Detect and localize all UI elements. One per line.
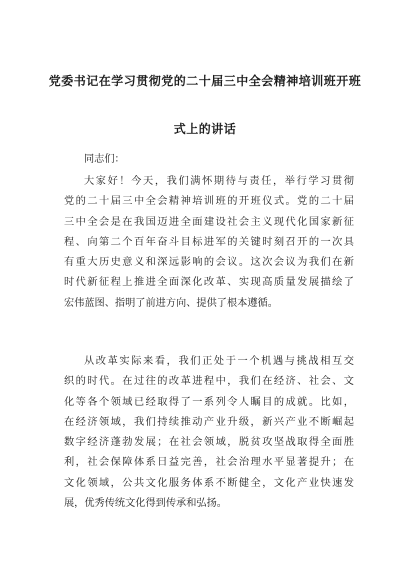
document-title-line-1: 党委书记在学习贯彻党的二十届三中全会精神培训班开班 (48, 74, 362, 88)
paragraph-line: 宏伟蓝图、指明了前进方向、提供了根本遵循。 (64, 297, 278, 309)
paragraph-line: 利，社会保障体系日益完善，社会治理水平显著提升；在 (64, 457, 354, 469)
document-title-line-2: 式上的讲话 (173, 122, 237, 136)
paragraph-line: 大家好！今天，我们满怀期待与责任，举行学习贯彻 (84, 176, 354, 187)
paragraph-line: 数字经济蓬勃发展；在社会领域，脱贫攻坚战取得全面胜 (64, 437, 354, 449)
greeting: 同志们： (84, 154, 125, 165)
paragraph-2 (64, 352, 354, 514)
paragraph-line: 从改革实际来看，我们正处于一个机遇与挑战相互交 (84, 356, 354, 367)
paragraph-line: 在经济领域，我们持续推动产业升级，新兴产业不断崛起 (64, 416, 354, 428)
paragraph-line: 织的时代。在过往的改革进程中，我们在经济、社会、文 (64, 376, 354, 388)
paragraph-line: 三中全会是在我国迈进全面建设社会主义现代化国家新征 (64, 216, 354, 228)
paragraph-line: 党的二十届三中全会精神培训班的开班仪式。党的二十届 (64, 196, 354, 208)
paragraph-line: 程、向第二个百年奋斗目标进军的关键时刻召开的一次具 (64, 236, 354, 248)
paragraph-line: 文化领域，公共文化服务体系不断健全，文化产业快速发 (64, 477, 354, 489)
paragraph-line: 时代新征程上推进全面深化改革、实现高质量发展描绘了 (64, 277, 354, 289)
paragraph-1 (64, 172, 354, 314)
paragraph-line: 化等各个领域已经取得了一系列令人瞩目的成就。比如， (64, 396, 354, 408)
paragraph-line: 展，优秀传统文化得到传承和弘扬。 (64, 498, 227, 510)
paragraph-line: 有重大历史意义和深远影响的会议。这次会议为我们在新 (64, 257, 354, 269)
